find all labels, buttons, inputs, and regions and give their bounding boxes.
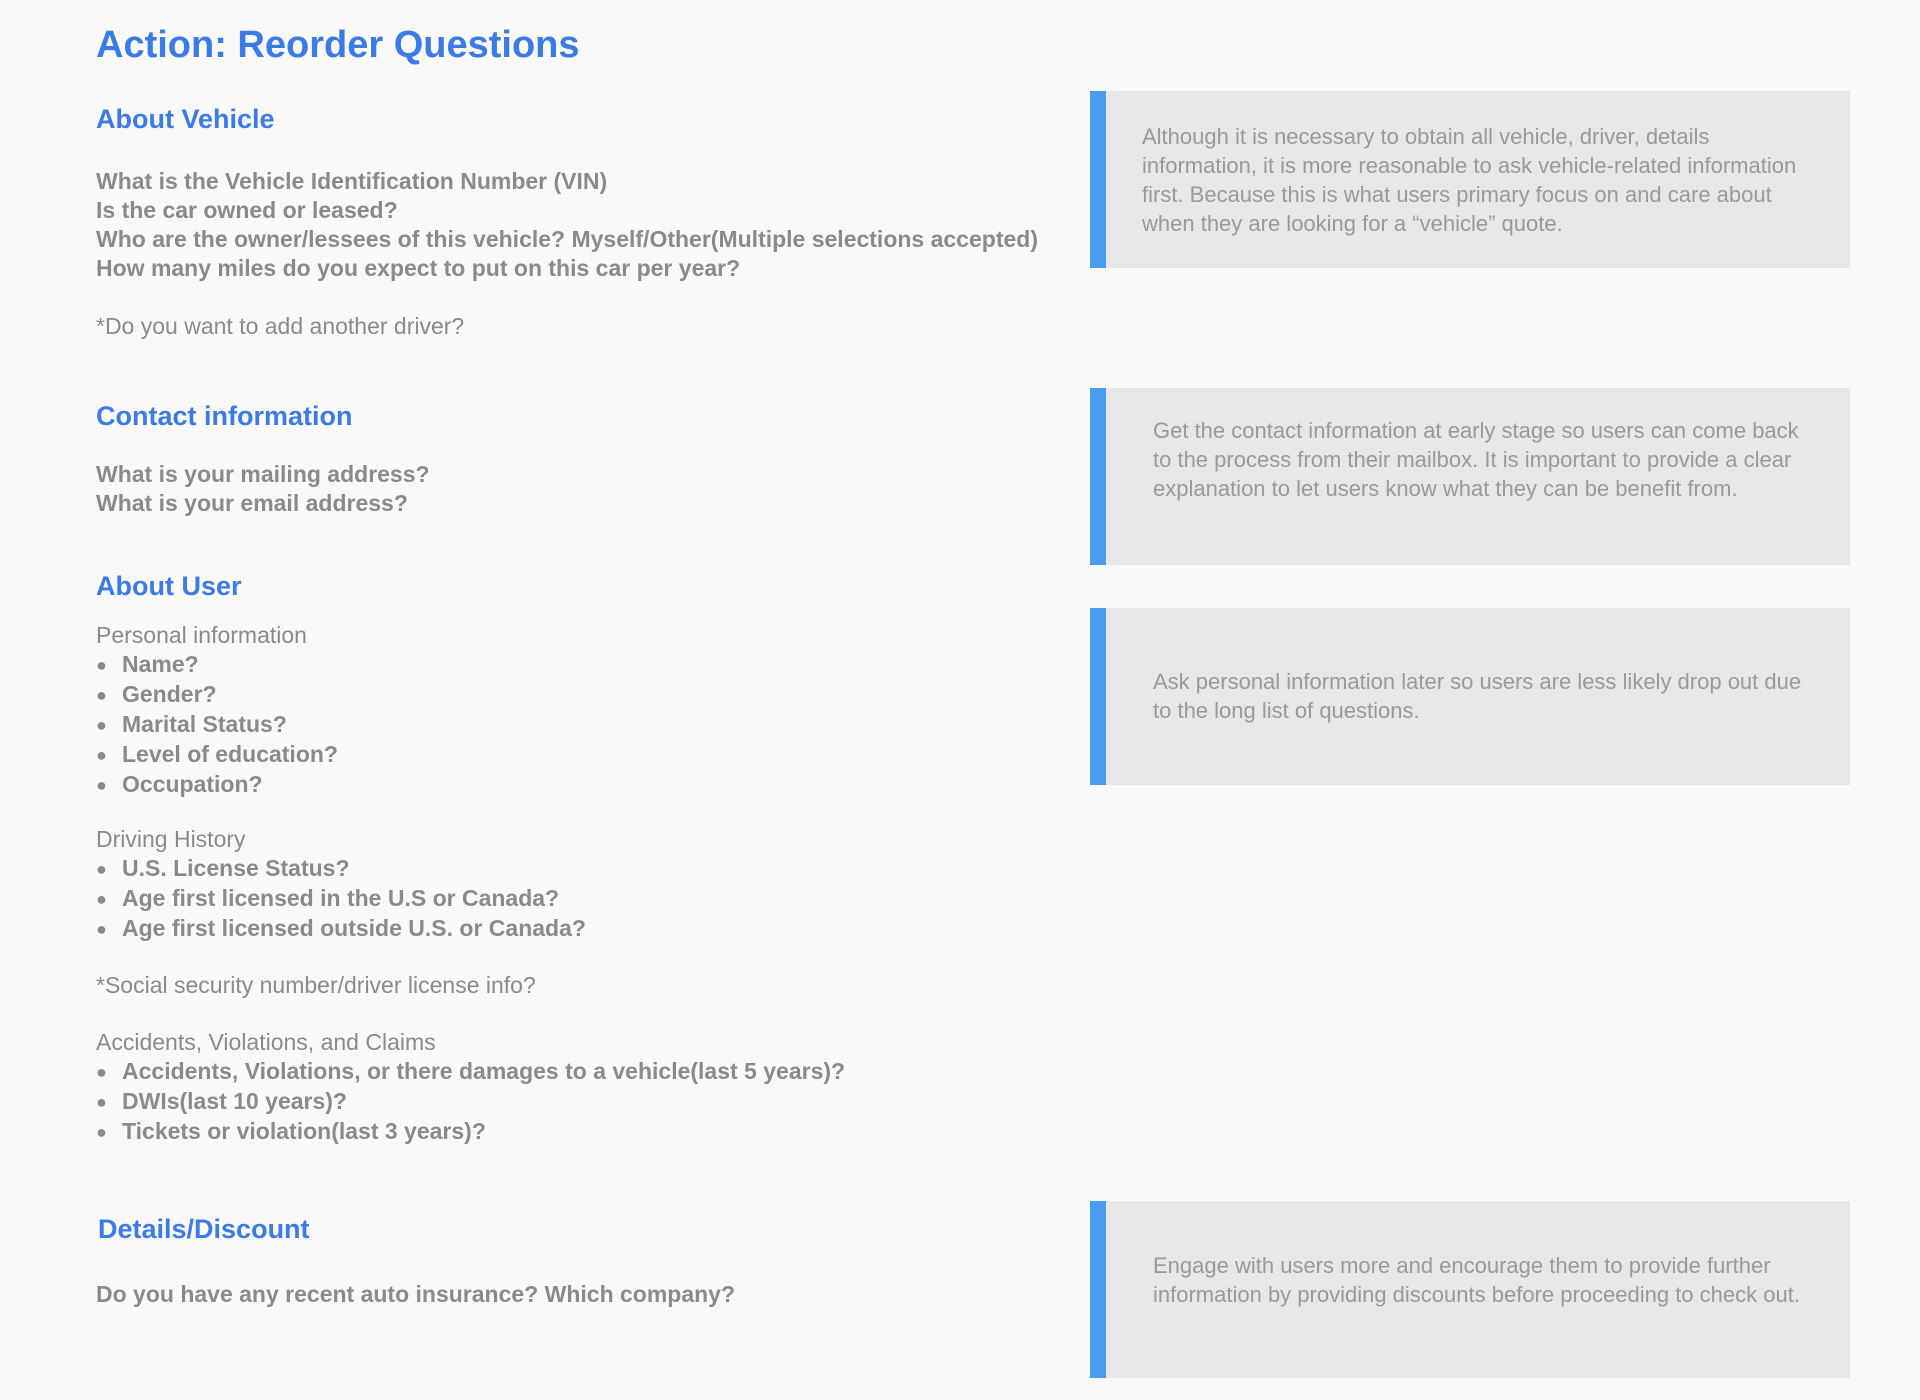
section-heading-discount: Details/Discount (98, 1214, 310, 1244)
contact-question: What is your mailing address? (96, 461, 430, 487)
rationale-card-contact (1090, 388, 1850, 565)
vehicle-question: How many miles do you expect to put on this car per year? (96, 255, 741, 281)
page-title: Action: Reorder Questions (96, 24, 580, 66)
list-item: ● U.S. License Status? (96, 854, 586, 884)
rationale-text: Engage with users more and encourage them to provide further information by providing discounts before proceeding to check out. (1153, 1253, 1800, 1307)
section-heading-contact: Contact information (96, 401, 353, 431)
accidents-label: Accidents, Violations, and Claims (96, 1029, 436, 1055)
vehicle-note: *Do you want to add another driver? (96, 313, 465, 339)
vehicle-question-list (96, 167, 1038, 283)
rationale-text: Get the contact information at early stage so users can come back to the process from their mailbox. It is important to provide a clear explanation to let users know what they can be benefit from. (1153, 418, 1799, 501)
list-item: ● Age first licensed outside U.S. or Canada? (96, 914, 586, 944)
list-item: ● Gender? (96, 680, 338, 710)
list-item: ● Marital Status? (96, 710, 338, 740)
rationale-card-vehicle (1090, 91, 1850, 268)
rationale-text: Although it is necessary to obtain all vehicle, driver, details information, it is more reasonable to ask vehicle-related information first. Because this is what users primary focus on and care about when they are looking for a “vehicle” quote. (1142, 124, 1797, 236)
section-heading-user: About User (96, 571, 242, 601)
contact-question-list (96, 460, 430, 518)
list-item: ● Level of education? (96, 740, 338, 770)
contact-question: What is your email address? (96, 490, 408, 516)
list-item: ● Accidents, Violations, or there damages to a vehicle(last 5 years)? (96, 1057, 845, 1087)
rationale-card-user (1090, 608, 1850, 785)
rationale-card-discount (1090, 1201, 1850, 1378)
vehicle-question: What is the Vehicle Identification Number (VIN) (96, 168, 608, 194)
vehicle-question: Is the car owned or leased? (96, 197, 398, 223)
section-heading-vehicle: About Vehicle (96, 104, 275, 134)
discount-question: Do you have any recent auto insurance? Which company? (96, 1281, 736, 1307)
list-item: ● Age first licensed in the U.S or Canada? (96, 884, 586, 914)
driving-history-label: Driving History (96, 826, 246, 852)
list-item: ● Occupation? (96, 770, 338, 800)
personal-info-group (96, 621, 338, 800)
list-item: ● Tickets or violation(last 3 years)? (96, 1117, 845, 1147)
personal-info-label: Personal information (96, 622, 307, 648)
list-item: ● DWIs(last 10 years)? (96, 1087, 845, 1117)
vehicle-question: Who are the owner/lessees of this vehicle? Myself/Other(Multiple selections accepted) (96, 226, 1038, 252)
accidents-group (96, 1028, 845, 1147)
driving-history-group (96, 825, 586, 944)
ssn-note: *Social security number/driver license info? (96, 972, 536, 998)
list-item: ● Name? (96, 650, 338, 680)
rationale-text: Ask personal information later so users are less likely drop out due to the long list of questions. (1153, 669, 1802, 723)
